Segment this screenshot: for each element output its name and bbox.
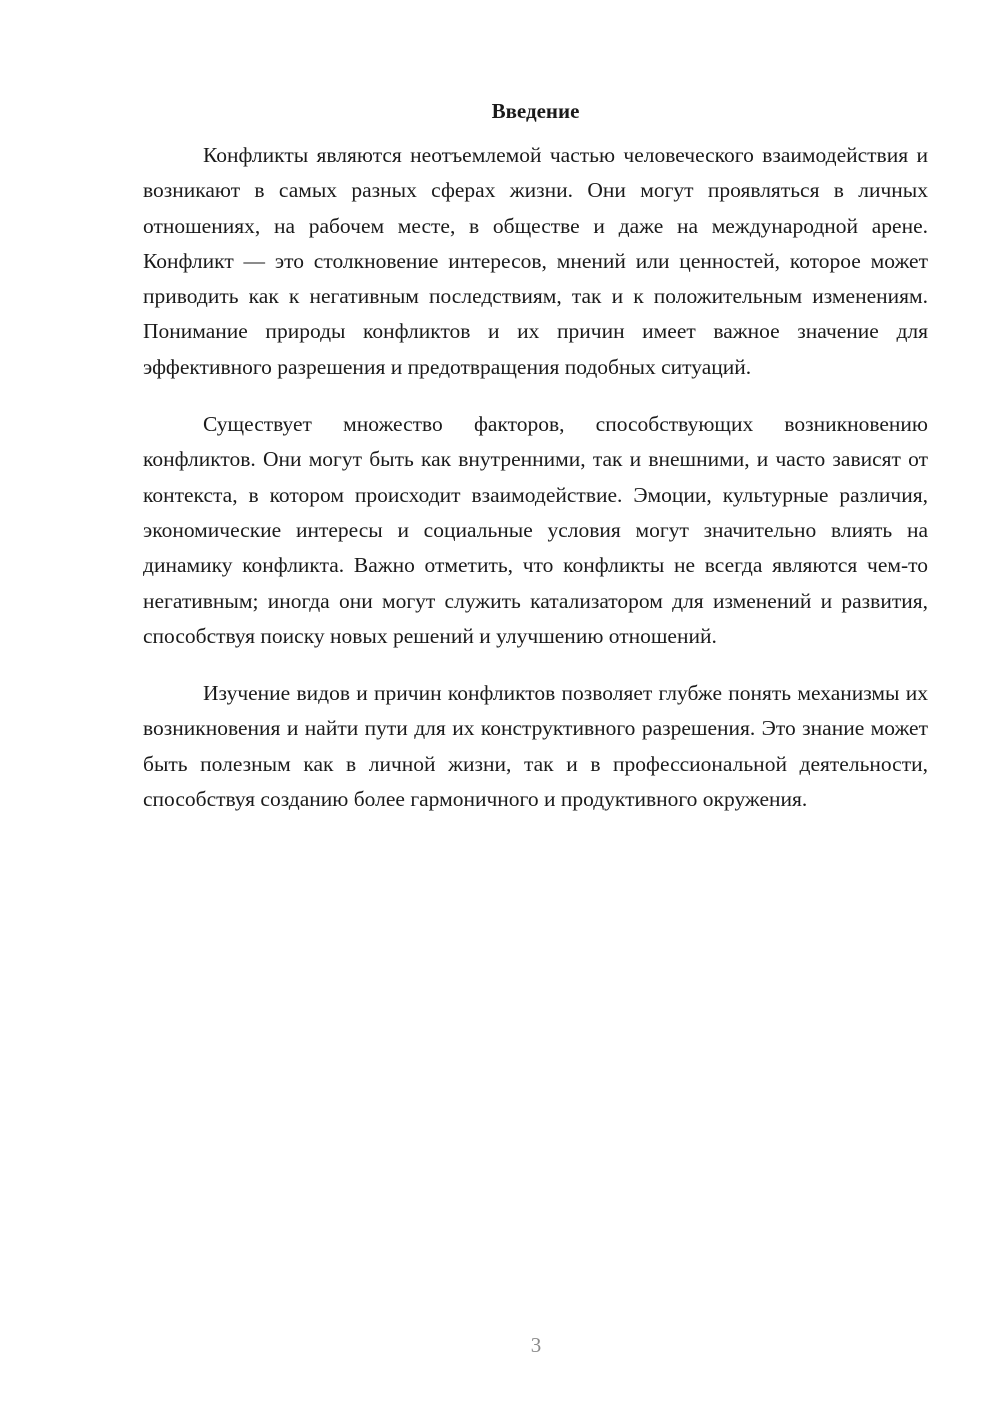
paragraph-2: Существует множество факторов, способствующих возникновению конфликтов. Они могут быть как внутренними, так и внешними, и часто зависят от контекста, в котором происходит взаимодействие. Эмоции, культурные различия, экономические интересы и социальные условия могут значительно влиять на динамику конфликта. Важно отметить, что конфликты не всегда являются чем-то негативным; иногда они могут служить катализатором для изменений и развития, способствуя поиску новых решений и улучшению отношений. bbox=[143, 412, 928, 648]
section-title: Введение bbox=[491, 99, 580, 123]
paragraph-1: Конфликты являются неотъемлемой частью человеческого взаимодействия и возникают в самых разных сферах жизни. Они могут проявляться в личных отношениях, на рабочем месте, в обществе и даже на международной арене. Конфликт — это столкновение интересов, мнений или ценностей, которое может приводить как к негативным последствиям, так и к положительным изменениям. Понимание природы конфликтов и их причин имеет важное значение для эффективного разрешения и предотвращения подобных ситуаций. bbox=[143, 143, 928, 379]
document-body bbox=[143, 95, 928, 839]
paragraph-3: Изучение видов и причин конфликтов позволяет глубже понять механизмы их возникновения и найти пути для их конструктивного разрешения. Это знание может быть полезным как в личной жизни, так и в профессиональной деятельности, способствуя созданию более гармоничного и продуктивного окружения. bbox=[143, 681, 928, 812]
page-number: 3 bbox=[530, 1333, 542, 1357]
